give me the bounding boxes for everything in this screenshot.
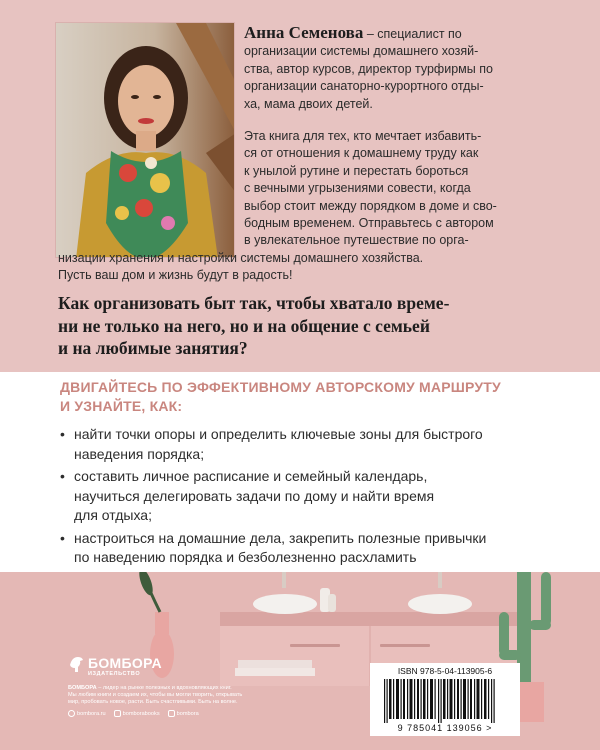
instagram-icon (168, 710, 175, 717)
vk-link[interactable] (114, 710, 160, 717)
description-line: Пусть ваш дом и жизнь будут в радость! (58, 268, 293, 283)
list-item-line: составить личное расписание и семейный календарь, (74, 468, 428, 484)
question-line: Как организовать быт так, чтобы хватало време- (58, 293, 450, 313)
instagram-link-label: bombora (176, 710, 199, 717)
headline-question (58, 292, 548, 360)
publisher-logo (68, 655, 258, 678)
publisher-desc-line: Мы любим книги и создаем их, чтобы вы могли творить, открывать (68, 692, 243, 698)
list-item-line: по наведению порядка и безболезненно расхламить (74, 549, 417, 565)
website-link[interactable] (68, 710, 106, 717)
description-paragraph (244, 128, 542, 250)
bullet-icon: • (60, 468, 65, 484)
list-item-line: наведения порядка; (74, 445, 205, 462)
ean-digits: 9 785041 139056 > (397, 723, 493, 733)
description-paragraph-continued (58, 250, 544, 285)
author-name: Анна Семенова (244, 23, 364, 42)
publisher-description (68, 685, 258, 706)
description-line: ся от отношения к домашнему труду как (244, 146, 479, 161)
publisher-block (68, 655, 258, 717)
publisher-subtitle: ИЗДАТЕЛЬСТВО (88, 671, 141, 677)
question-line: ни не только на него, но и на общение с семьей (58, 315, 430, 336)
description-line: низации хранения и настройки системы домашнего хозяйства. (58, 251, 424, 265)
description-line: Эта книга для тех, кто мечтает избавить- (244, 129, 482, 143)
author-bio (244, 24, 542, 113)
bio-line: организации системы домашнего хозяй- (244, 44, 479, 59)
vk-link-label: bomborabooks (122, 710, 160, 717)
isbn-barcode-box (370, 663, 520, 736)
bio-line: организации санаторно-курортного отды- (244, 79, 484, 94)
publisher-desc-line: – лидер на рынке полезных и вдохновляющих книг. (96, 685, 232, 691)
vk-icon (114, 710, 121, 717)
bullet-icon: • (60, 426, 65, 442)
list-item-line: настроиться на домашние дела, закрепить полезные привычки (74, 529, 487, 546)
list-item-line: найти точки опоры и определить ключевые зоны для быстрого (74, 426, 483, 442)
benefits-list (60, 425, 540, 587)
barcode (382, 679, 508, 723)
description-line: выбор стоит между порядком в доме и сво- (244, 198, 497, 213)
bird-logo-icon (68, 655, 84, 673)
publisher-links (68, 710, 258, 717)
bio-line: ха, мама двоих детей. (244, 96, 373, 111)
description-line: с вечными угрызениями совести, когда (244, 181, 471, 196)
isbn-label: ISBN 978-5-04-113905-6 (397, 666, 493, 676)
instagram-link[interactable] (168, 710, 199, 717)
bio-line: ства, автор курсов, директор турфирмы по (244, 61, 493, 76)
route-title-line: ДВИГАЙТЕСЬ ПО ЭФФЕКТИВНОМУ АВТОРСКОМУ МАРШРУТУ (60, 379, 501, 395)
publisher-desc-line: мир, пробовать новое, расти. Быть счастливыми. Быть на волне. (68, 699, 238, 705)
list-item-line: научиться делегировать задачи по дому и найти время (74, 487, 435, 504)
description-line: бодным временем. Отправьтесь с автором (244, 216, 494, 231)
description-line: в увлекательное путешествие по орга- (244, 233, 469, 248)
list-item-line: для отдыха; (74, 507, 152, 523)
globe-icon (68, 710, 75, 717)
question-line: и на любимые занятия? (58, 338, 248, 358)
list-item (60, 425, 540, 464)
author-photo (55, 22, 235, 258)
list-item (60, 467, 540, 526)
bullet-icon: • (60, 529, 65, 546)
description-line: к унылой рутине и перестать бороться (244, 163, 469, 178)
route-title-line: И УЗНАЙТЕ, КАК: (60, 398, 183, 414)
bio-line: – специалист по (366, 27, 462, 41)
website-link-label: bombora.ru (77, 710, 106, 717)
route-title (60, 378, 540, 416)
publisher-name: БОМБОРА (88, 655, 162, 671)
publisher-desc-name: БОМБОРА (68, 685, 97, 691)
